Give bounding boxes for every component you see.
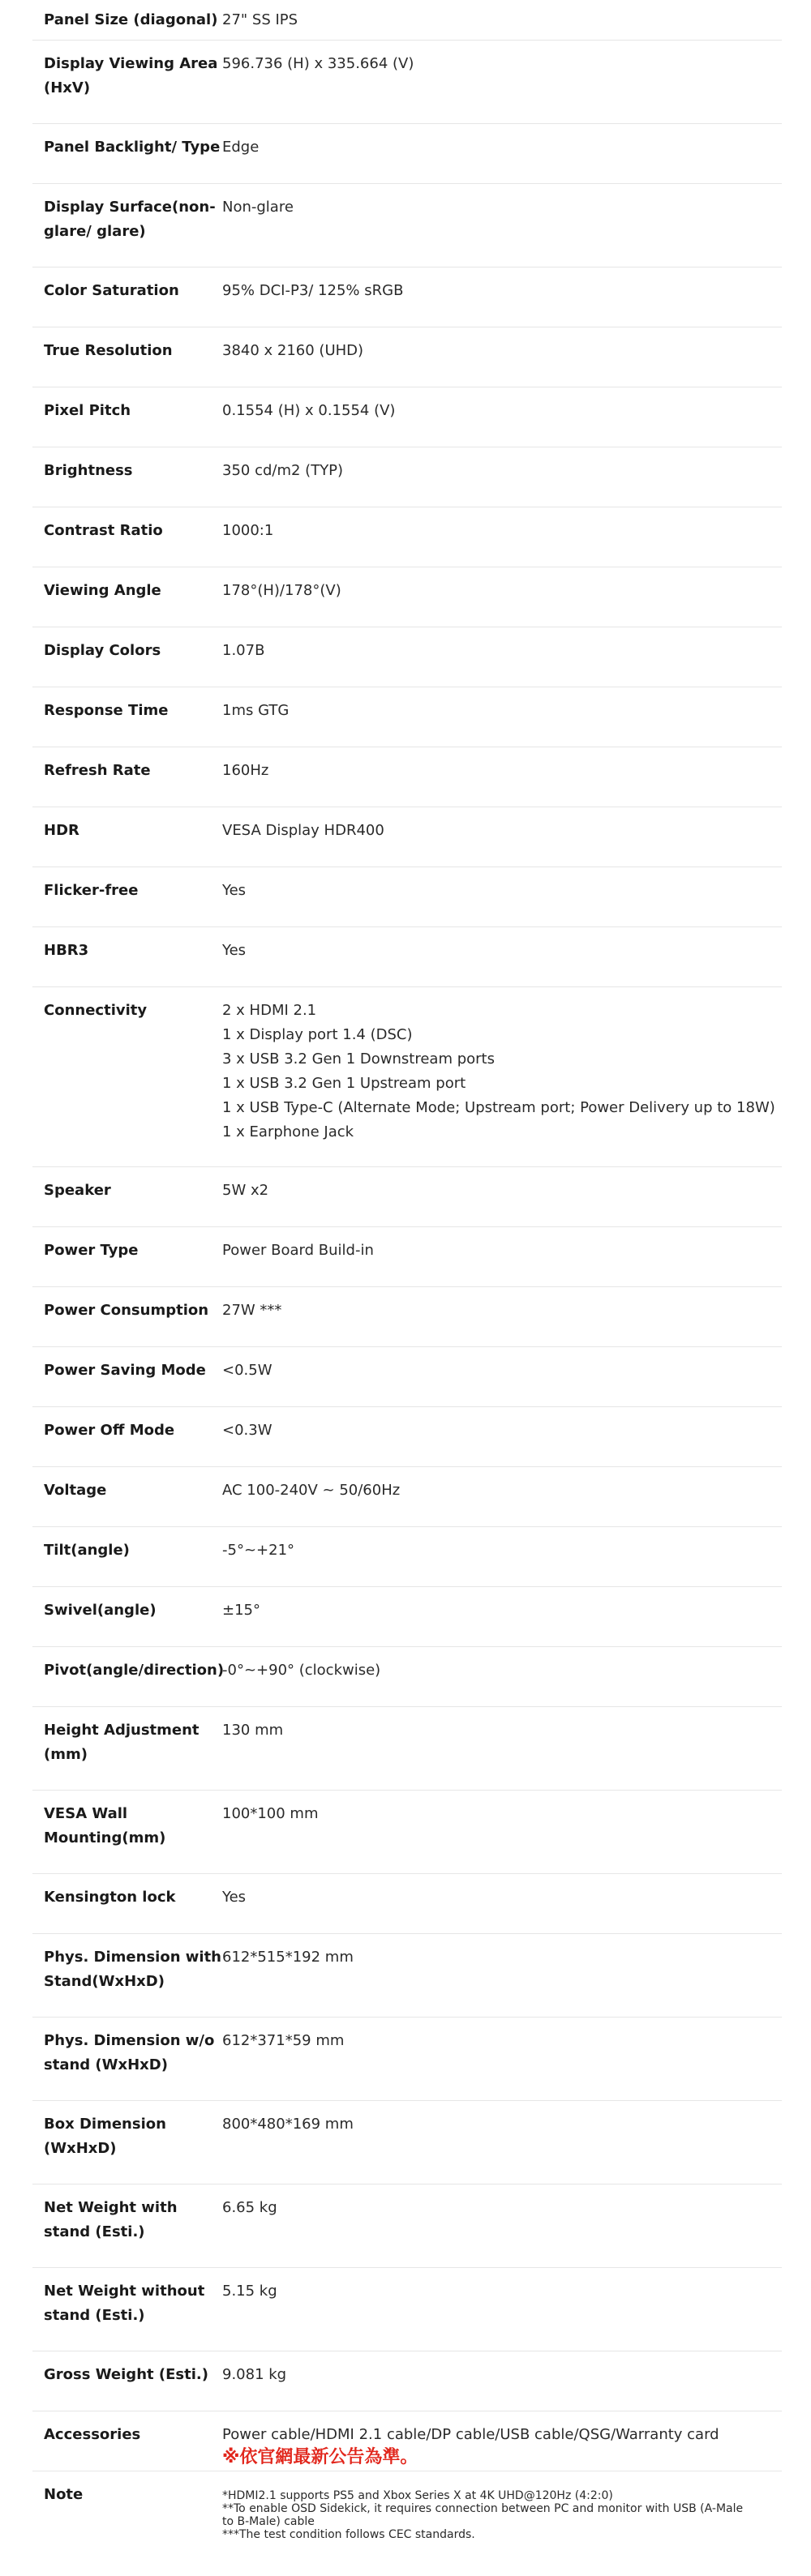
spec-row-kensington-lock — [32, 1874, 782, 1934]
spec-value-line: Yes — [222, 1889, 247, 1906]
spec-value — [222, 135, 782, 183]
spec-value — [222, 1478, 782, 1526]
spec-label: HBR3 — [44, 942, 89, 959]
spec-label: Voltage — [44, 1482, 107, 1499]
spec-value — [222, 1538, 782, 1586]
spec-value-line: 27" SS IPS — [222, 11, 298, 28]
spec-value — [222, 1239, 782, 1286]
spec-row-response-time — [32, 687, 782, 747]
spec-label: Brightness — [44, 462, 133, 479]
spec-label: Note — [44, 2486, 84, 2503]
spec-value — [222, 2196, 782, 2267]
spec-row-flicker-free — [32, 867, 782, 927]
spec-value — [222, 1718, 782, 1790]
spec-value — [222, 2363, 782, 2411]
spec-label: Swivel(angle) — [44, 1602, 157, 1619]
spec-label: Flicker-free — [44, 882, 139, 899]
spec-value-line: 6.65 kg — [222, 2199, 277, 2216]
spec-row-voltage — [32, 1467, 782, 1527]
spec-row-power-saving-mode — [32, 1347, 782, 1407]
spec-label: Pixel Pitch — [44, 402, 131, 419]
spec-value-line: 130 mm — [222, 1722, 284, 1739]
spec-value-line: 160Hz — [222, 762, 269, 779]
spec-row-refresh-rate — [32, 747, 782, 807]
spec-row-power-consumption — [32, 1287, 782, 1347]
spec-label: Accessories — [44, 2426, 141, 2443]
spec-row-note — [32, 2471, 782, 2540]
spec-value — [222, 1179, 782, 1226]
spec-row-net-weight-with-stand-esti — [32, 2184, 782, 2268]
spec-row-true-resolution — [32, 327, 782, 387]
spec-value-line: 95% DCI-P3/ 125% sRGB — [222, 282, 404, 299]
spec-row-panel-size-diagonal — [32, 0, 782, 41]
spec-value-line: 1 x Earphone Jack — [222, 1123, 354, 1140]
spec-value — [222, 2279, 782, 2351]
spec-value — [222, 1299, 782, 1346]
spec-value — [222, 819, 782, 867]
spec-value — [222, 459, 782, 507]
spec-value-line: 0.1554 (H) x 0.1554 (V) — [222, 402, 396, 419]
spec-value-line: 1 x USB 3.2 Gen 1 Upstream port — [222, 1075, 466, 1092]
spec-value-line: VESA Display HDR400 — [222, 822, 384, 839]
spec-label: Viewing Angle — [44, 582, 161, 599]
note-line: *HDMI2.1 supports PS5 and Xbox Series X at 4K UHD@120Hz (4:2:0) — [222, 2489, 613, 2502]
spec-row-phys-dimension-with-stand-wxhxd — [32, 1934, 782, 2018]
spec-label: Power Consumption — [44, 1302, 209, 1319]
spec-label: Pivot(angle/direction) — [44, 1662, 225, 1679]
spec-value-line: <0.5W — [222, 1362, 272, 1379]
spec-row-viewing-angle — [32, 567, 782, 627]
spec-value-line: 350 cd/m2 (TYP) — [222, 462, 344, 479]
spec-label: True Resolution — [44, 342, 173, 359]
spec-label: Display Colors — [44, 642, 161, 659]
spec-row-power-type — [32, 1227, 782, 1287]
spec-row-accessories — [32, 2411, 782, 2471]
spec-value — [222, 339, 782, 387]
spec-label: VESA Wall Mounting(mm) — [44, 1805, 166, 1846]
spec-row-height-adjustment-mm — [32, 1707, 782, 1791]
spec-row-swivel-angle — [32, 1587, 782, 1647]
spec-value-line: 5.15 kg — [222, 2283, 277, 2300]
spec-value-line: 1 x Display port 1.4 (DSC) — [222, 1026, 413, 1043]
spec-value-line: Non-glare — [222, 199, 294, 216]
spec-row-power-off-mode — [32, 1407, 782, 1467]
accessories-value: Power cable/HDMI 2.1 cable/DP cable/USB cable/QSG/Warranty card — [222, 2426, 719, 2443]
spec-value-line: Yes — [222, 882, 247, 899]
spec-label: Response Time — [44, 702, 169, 719]
spec-row-display-viewing-area-hxv — [32, 41, 782, 124]
spec-row-display-colors — [32, 627, 782, 687]
spec-row-speaker — [32, 1167, 782, 1227]
spec-label: Panel Backlight/ Type — [44, 139, 221, 156]
spec-row-vesa-wall-mounting-mm — [32, 1791, 782, 1874]
spec-value-line: 1ms GTG — [222, 702, 290, 719]
spec-label: Color Saturation — [44, 282, 179, 299]
spec-value-line: 9.081 kg — [222, 2366, 287, 2383]
spec-row-gross-weight-esti — [32, 2351, 782, 2411]
spec-value — [222, 2112, 782, 2184]
spec-row-brightness — [32, 447, 782, 507]
spec-value-line: 2 x HDMI 2.1 — [222, 1002, 317, 1019]
spec-label: Refresh Rate — [44, 762, 151, 779]
spec-value-line: 3 x USB 3.2 Gen 1 Downstream ports — [222, 1051, 495, 1068]
spec-value-line: 612*371*59 mm — [222, 2032, 345, 2049]
spec-label: Height Adjustment (mm) — [44, 1722, 200, 1763]
spec-value-line: -0°~+90° (clockwise) — [222, 1662, 381, 1679]
spec-value — [222, 1945, 782, 2017]
spec-value-line: -5°~+21° — [222, 1542, 295, 1559]
spec-label: Net Weight without stand (Esti.) — [44, 2283, 205, 2324]
spec-row-phys-dimension-w-o-stand-wxhxd — [32, 2018, 782, 2101]
spec-row-color-saturation — [32, 267, 782, 327]
spec-value-line: 596.736 (H) x 335.664 (V) — [222, 55, 414, 72]
spec-value — [222, 2423, 782, 2471]
spec-label: Net Weight with stand (Esti.) — [44, 2199, 178, 2240]
spec-label: Power Type — [44, 1242, 139, 1259]
spec-value-line: 3840 x 2160 (UHD) — [222, 342, 364, 359]
spec-value-line: 800*480*169 mm — [222, 2116, 354, 2133]
spec-value-line: Edge — [222, 139, 260, 156]
spec-value-line: Yes — [222, 942, 247, 959]
spec-label: Gross Weight (Esti.) — [44, 2366, 208, 2383]
spec-value-line: AC 100-240V ~ 50/60Hz — [222, 1482, 401, 1499]
spec-value-line: 100*100 mm — [222, 1805, 319, 1822]
spec-label: Display Viewing Area (HxV) — [44, 55, 218, 96]
spec-row-tilt-angle — [32, 1527, 782, 1587]
note-value — [222, 2483, 782, 2540]
spec-row-net-weight-without-stand-esti — [32, 2268, 782, 2351]
spec-row-pivot-angle-direction — [32, 1647, 782, 1707]
spec-row-panel-backlight-type — [32, 124, 782, 184]
spec-value-line: 1000:1 — [222, 522, 274, 539]
spec-label: Kensington lock — [44, 1889, 176, 1906]
spec-value — [222, 879, 782, 926]
spec-row-pixel-pitch — [32, 387, 782, 447]
spec-value — [222, 399, 782, 447]
spec-value — [222, 579, 782, 627]
spec-value — [222, 1802, 782, 1873]
spec-row-box-dimension-wxhxd — [32, 2101, 782, 2184]
spec-label: Power Saving Mode — [44, 1362, 206, 1379]
spec-row-hbr3 — [32, 927, 782, 987]
spec-label: Phys. Dimension with Stand(WxHxD) — [44, 1949, 221, 1990]
spec-value — [222, 1885, 782, 1933]
spec-value — [222, 8, 782, 40]
spec-label: Phys. Dimension w/o stand (WxHxD) — [44, 2032, 215, 2073]
spec-value — [222, 52, 782, 123]
spec-value-line: 27W *** — [222, 1302, 282, 1319]
note-line: ***The test condition follows CEC standards. — [222, 2528, 475, 2541]
note-line: to B-Male) cable — [222, 2515, 315, 2528]
spec-row-contrast-ratio — [32, 507, 782, 567]
spec-value-line: 178°(H)/178°(V) — [222, 582, 341, 599]
spec-value — [222, 2029, 782, 2100]
spec-value — [222, 1419, 782, 1466]
spec-value — [222, 279, 782, 327]
spec-table — [32, 0, 782, 2540]
spec-value — [222, 939, 782, 986]
spec-value — [222, 999, 782, 1166]
spec-label: Power Off Mode — [44, 1422, 175, 1439]
spec-value-line: <0.3W — [222, 1422, 272, 1439]
spec-value-line: ±15° — [222, 1602, 260, 1619]
spec-value — [222, 759, 782, 807]
spec-row-connectivity — [32, 987, 782, 1167]
spec-value-line: 5W x2 — [222, 1182, 269, 1199]
spec-value-line: 1.07B — [222, 642, 265, 659]
spec-label: Panel Size (diagonal) — [44, 11, 218, 28]
spec-label: Connectivity — [44, 1002, 148, 1019]
spec-value — [222, 519, 782, 567]
spec-value-line: 1 x USB Type-C (Alternate Mode; Upstream port; Power Delivery up to 18W) — [222, 1099, 775, 1116]
spec-value-line: 612*515*192 mm — [222, 1949, 354, 1966]
spec-value — [222, 639, 782, 687]
spec-value — [222, 1359, 782, 1406]
spec-value — [222, 1598, 782, 1646]
spec-value — [222, 195, 782, 267]
spec-label: Display Surface(non-glare/ glare) — [44, 199, 216, 240]
spec-row-hdr — [32, 807, 782, 867]
spec-label: Speaker — [44, 1182, 111, 1199]
spec-label: Contrast Ratio — [44, 522, 163, 539]
spec-value-line: Power Board Build-in — [222, 1242, 374, 1259]
official-notice: ※依官網最新公告為準。 — [222, 2447, 418, 2467]
spec-value — [222, 699, 782, 747]
spec-label: HDR — [44, 822, 79, 839]
spec-label: Box Dimension (WxHxD) — [44, 2116, 166, 2157]
spec-row-display-surface-non-glare-glare — [32, 184, 782, 267]
spec-label: Tilt(angle) — [44, 1542, 130, 1559]
note-line: **To enable OSD Sidekick, it requires connection between PC and monitor with USB (A-Male — [222, 2502, 744, 2515]
spec-value — [222, 1658, 782, 1706]
